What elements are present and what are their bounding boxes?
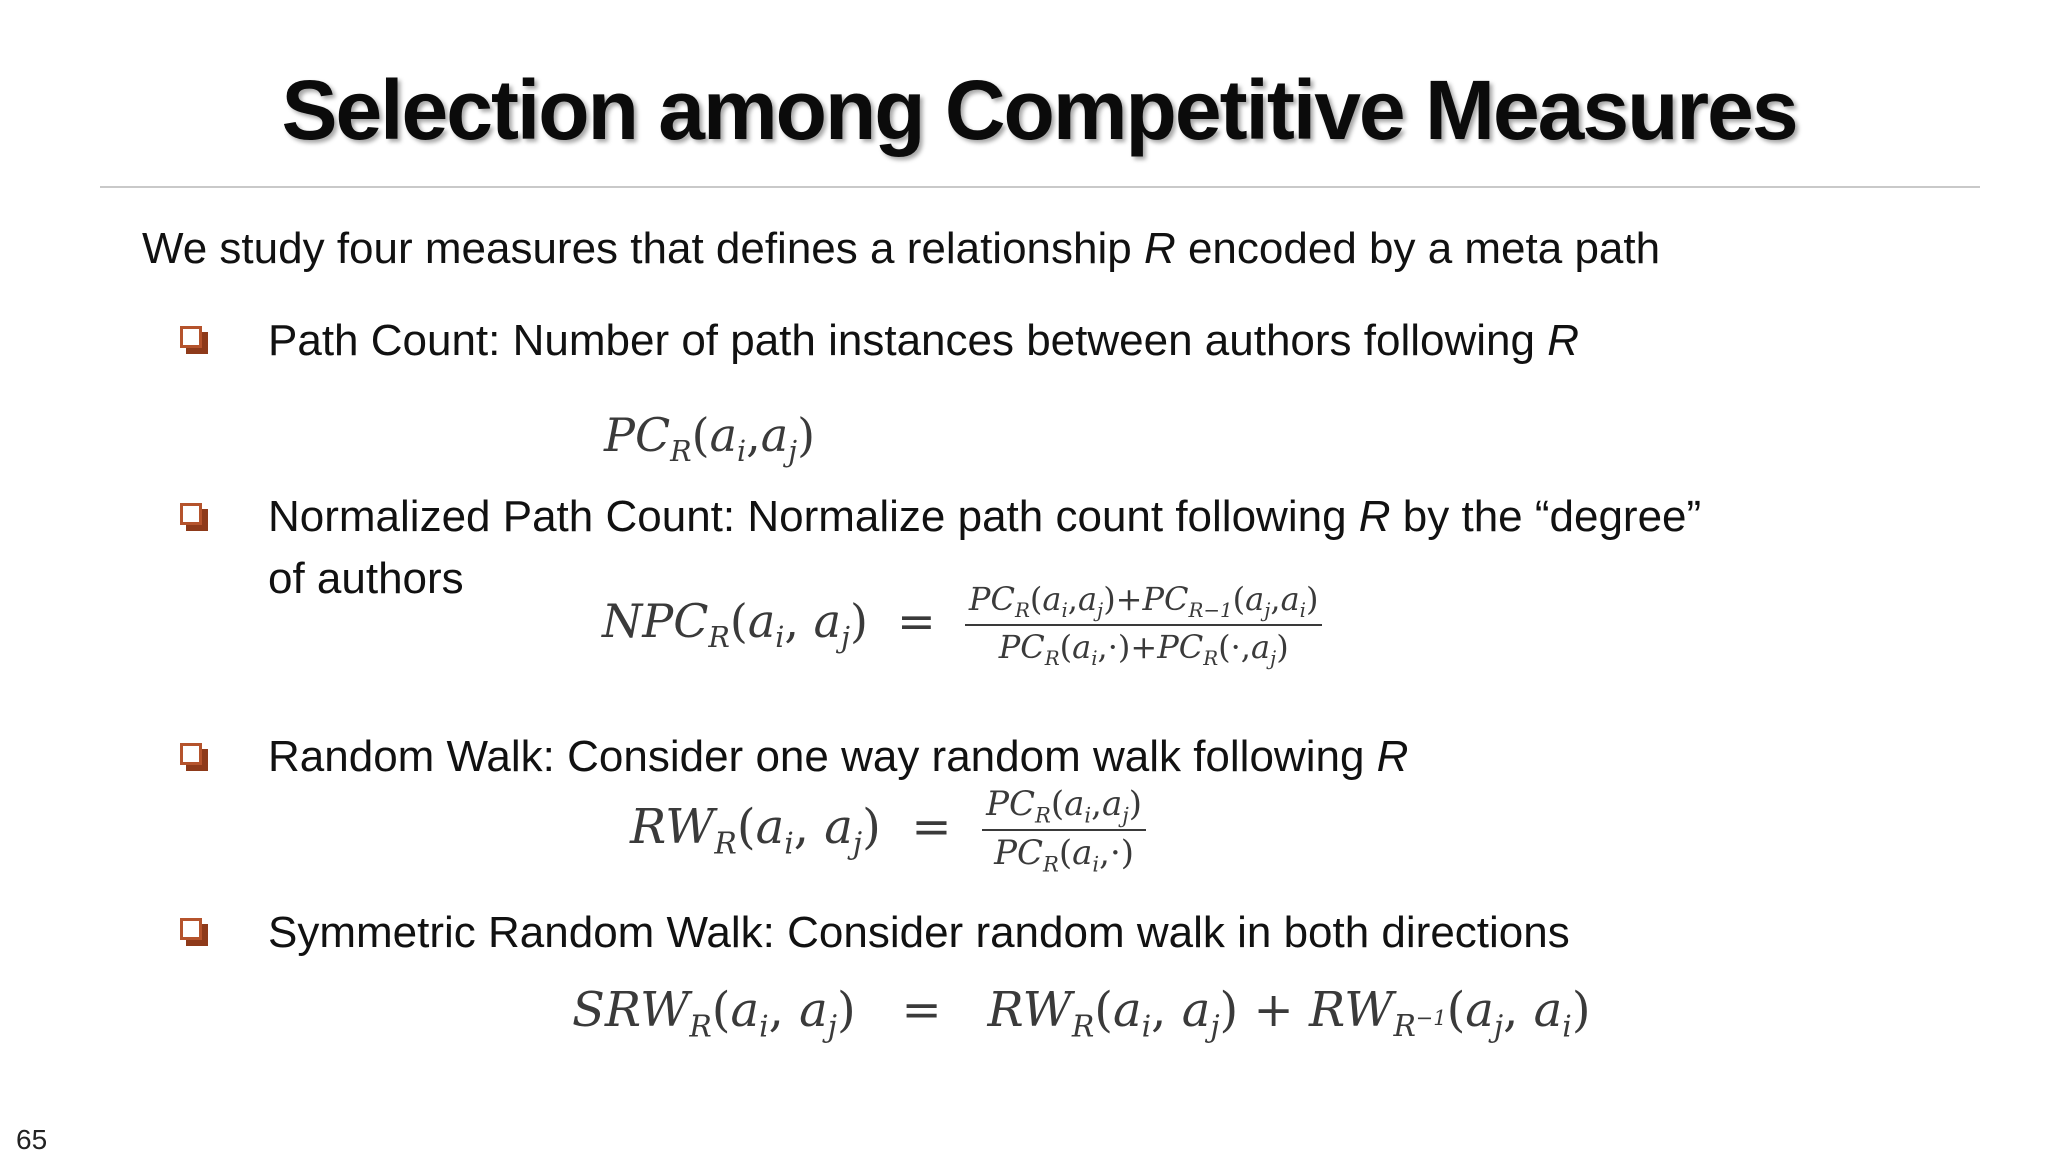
bullet-text: Symmetric Random Walk: Consider random walk in both directions xyxy=(268,908,1570,957)
intro-var: R xyxy=(1143,224,1176,273)
bullet-path-count xyxy=(268,310,1579,372)
bullet-normalized-path-count xyxy=(268,486,1701,548)
bullet-var: R xyxy=(1358,492,1391,541)
bullet-text-after: by the “degree” xyxy=(1390,492,1702,541)
bullet-text: Path Count: Number of path instances between authors following xyxy=(268,316,1548,365)
intro-after: encoded by a meta path xyxy=(1175,224,1661,273)
bullet-text-line2: of authors xyxy=(268,554,464,603)
intro-before: We study four measures that defines a relationship xyxy=(142,224,1144,273)
square-bullet-icon xyxy=(180,918,208,946)
bullet-text: Random Walk: Consider one way random walk following xyxy=(268,732,1377,781)
slide-title: Selection among Competitive Measures xyxy=(281,63,1797,157)
title-divider xyxy=(100,186,1980,188)
bullet-symmetric-random-walk xyxy=(268,902,1570,964)
square-bullet-icon xyxy=(180,326,208,354)
intro-text xyxy=(142,224,1660,274)
page-number: 65 xyxy=(16,1124,48,1155)
square-bullet-icon xyxy=(180,503,208,531)
bullet-text: Normalized Path Count: Normalize path count following xyxy=(268,492,1359,541)
formula-normalized-path-count: $NPC_R(a_i$, $a_j$) = $\frac{PC_R(a_i,a_j)+PC_{R-1}(a_j,a_i)}{PC_R(a_i,\cdot)+PC_R(\cdot,a_j)}$ xyxy=(602,580,1322,670)
square-bullet-icon xyxy=(180,743,208,771)
formula-path-count: $PC_R(a_i,a_j)$ xyxy=(604,408,816,468)
bullet-var: R xyxy=(1376,732,1409,781)
bullet-var: R xyxy=(1547,316,1579,365)
formula-symmetric-random-walk: $SRW_R(a_i$, $a_j) = RW_R(a_i$, $a_j) + RW_{R^{-1}}(a_j$, $a_i$) xyxy=(572,982,1591,1045)
bullet-random-walk xyxy=(268,726,1408,788)
formula-random-walk: $RW_R(a_i$, $a_j$) = $\frac{PC_R(a_i,a_j)}{PC_R(a_i,\cdot)}$ xyxy=(630,784,1146,877)
